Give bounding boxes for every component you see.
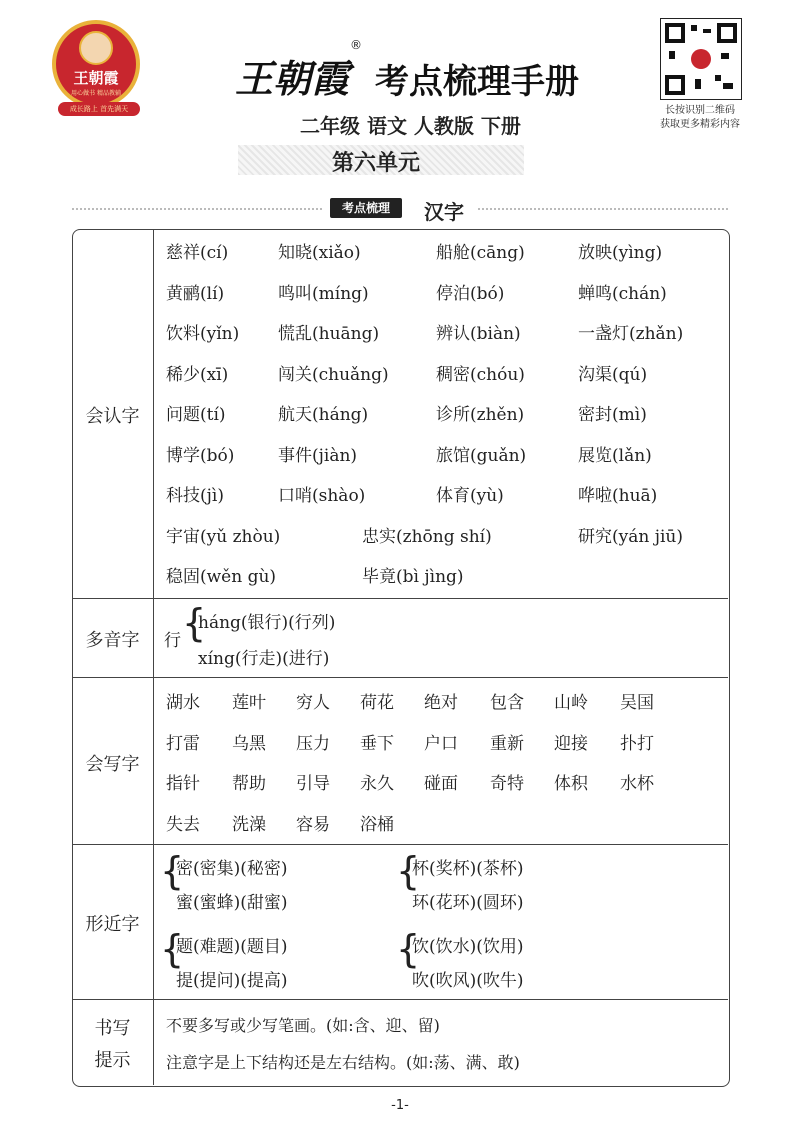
similar-item: 杯(奖杯)(茶杯) [412,859,524,879]
tip-line: 注意字是上下结构还是左右结构。(如:荡、满、敢) [166,1053,520,1072]
unit-title: 第六单元 [332,150,421,176]
write-word: 失去 [166,814,200,835]
divider-left [72,208,322,210]
recognize-word: 饮料(yǐn) [166,324,240,344]
write-word: 包含 [490,693,524,713]
qr-caption [650,104,750,132]
recognize-word: 毕竟(bì jìng) [362,567,464,587]
recognize-word: 事件(jiàn) [278,445,358,466]
recognize-word: 慈祥(cí) [166,243,229,263]
recognize-word: 旅馆(guǎn) [436,445,527,466]
similar-item: 饮(饮水)(饮用) [412,937,524,957]
recognize-word: 宇宙(yǔ zhòu) [166,526,281,547]
brace-icon: { [160,849,185,893]
row-label-similar: 形近字 [85,914,140,935]
recognize-word: 展览(lǎn) [578,445,652,466]
polyphone-char: 行 [164,631,181,651]
write-word: 体积 [554,774,588,794]
write-word: 荷花 [360,693,394,713]
write-word: 打雷 [166,733,200,754]
write-word: 乌黑 [232,733,266,754]
recognize-word: 停泊(bó) [436,283,505,304]
recognize-word: 沟渠(qú) [578,364,648,385]
page-number: -1- [391,1098,409,1113]
recognize-word: 密封(mì) [578,405,647,425]
brand-logo [52,20,140,108]
row-label-tips-2: 提示 [94,1050,131,1071]
section-title: 汉字 [424,200,464,224]
tip-line: 不要多写或少写笔画。(如:含、迎、留) [166,1016,440,1035]
recognize-word: 蝉鸣(chán) [578,283,667,304]
logo-name: 王朝霞 [73,69,119,87]
write-word: 水杯 [620,774,654,794]
similar-item: 题(难题)(题目) [176,937,288,957]
recognize-word: 科技(jì) [166,486,224,506]
registered-mark: ® [350,38,362,52]
write-word: 重新 [490,733,524,754]
recognize-word: 问题(tí) [166,405,226,425]
row-label-recognize: 会认字 [85,406,140,427]
write-word: 莲叶 [232,693,266,713]
logo-portrait [79,31,113,65]
recognize-word: 博学(bó) [166,445,235,466]
recognize-word: 鸣叫(míng) [278,283,369,304]
write-word: 浴桶 [360,814,394,835]
row-divider [72,677,728,678]
qr-code-icon[interactable] [660,18,742,100]
row-label-tips-1: 书写 [94,1018,131,1039]
write-word: 碰面 [424,774,458,794]
write-word: 湖水 [166,693,200,713]
recognize-word: 航天(háng) [278,405,369,425]
write-word: 扑打 [620,733,654,754]
row-divider [72,999,728,1000]
write-word: 帮助 [232,774,266,794]
recognize-word: 闯关(chuǎng) [278,364,389,385]
logo-slogan: 用心做书 精品教辅 [71,90,121,97]
recognize-word: 稳固(wěn gù) [166,567,277,587]
recognize-word: 体育(yù) [436,486,504,506]
brace-icon: { [396,849,421,893]
recognize-word: 研究(yán jiū) [578,526,684,547]
section-tag: 考点梳理 [330,198,402,218]
write-word: 山岭 [554,693,588,713]
row-label-polyphone: 多音字 [85,630,140,651]
book-title: 考点梳理手册 [375,62,579,102]
similar-item: 密(密集)(秘密) [176,859,288,879]
recognize-word: 放映(yìng) [578,243,663,263]
recognize-word: 哗啦(huā) [578,486,658,506]
write-word: 垂下 [360,733,394,754]
recognize-word: 黄鹂(lí) [166,283,225,304]
similar-item: 环(花环)(圆环) [412,893,524,913]
brace-icon: { [182,601,207,645]
recognize-word: 辨认(biàn) [436,324,521,344]
recognize-word: 诊所(zhěn) [436,405,525,425]
polyphone-line: xíng(行走)(进行) [198,649,330,669]
brace-icon: { [396,927,421,971]
brand-name: 王朝霞 [235,56,350,101]
similar-item: 吹(吹风)(吹牛) [412,971,524,991]
write-word: 引导 [296,774,330,794]
write-word: 穷人 [296,693,330,713]
recognize-word: 船舱(cāng) [436,243,525,263]
write-word: 指针 [166,774,200,794]
write-word: 洗澡 [232,814,266,835]
recognize-word: 知晓(xiǎo) [278,243,361,263]
qr-caption-line2: 获取更多精彩内容 [660,119,740,130]
row-label-write: 会写字 [85,754,140,775]
recognize-word: 忠实(zhōng shí) [362,526,492,547]
similar-item: 提(提问)(提高) [176,971,288,991]
recognize-word: 稀少(xī) [166,364,229,385]
row-divider [72,844,728,845]
write-word: 绝对 [424,693,458,713]
write-word: 奇特 [490,774,524,794]
write-word: 容易 [296,814,330,835]
recognize-word: 口哨(shào) [278,486,366,506]
recognize-word: 慌乱(huāng) [278,324,380,344]
recognize-word: 稠密(chóu) [436,364,525,385]
row-divider [72,598,728,599]
book-subtitle: 二年级 语文 人教版 下册 [300,114,521,138]
divider-right [478,208,728,210]
write-word: 永久 [360,774,394,794]
write-word: 户口 [424,733,458,754]
brace-icon: { [160,927,185,971]
polyphone-line: háng(银行)(行列) [198,613,336,633]
qr-caption-line1: 长按识别二维码 [665,105,735,116]
write-word: 压力 [296,733,330,754]
recognize-word: 一盏灯(zhǎn) [578,324,684,344]
write-word: 迎接 [554,733,588,754]
table-column-divider [153,229,154,1085]
logo-ribbon: 成长路上 首先满天 [58,102,140,116]
similar-item: 蜜(蜜蜂)(甜蜜) [176,893,288,913]
write-word: 吴国 [620,693,654,713]
